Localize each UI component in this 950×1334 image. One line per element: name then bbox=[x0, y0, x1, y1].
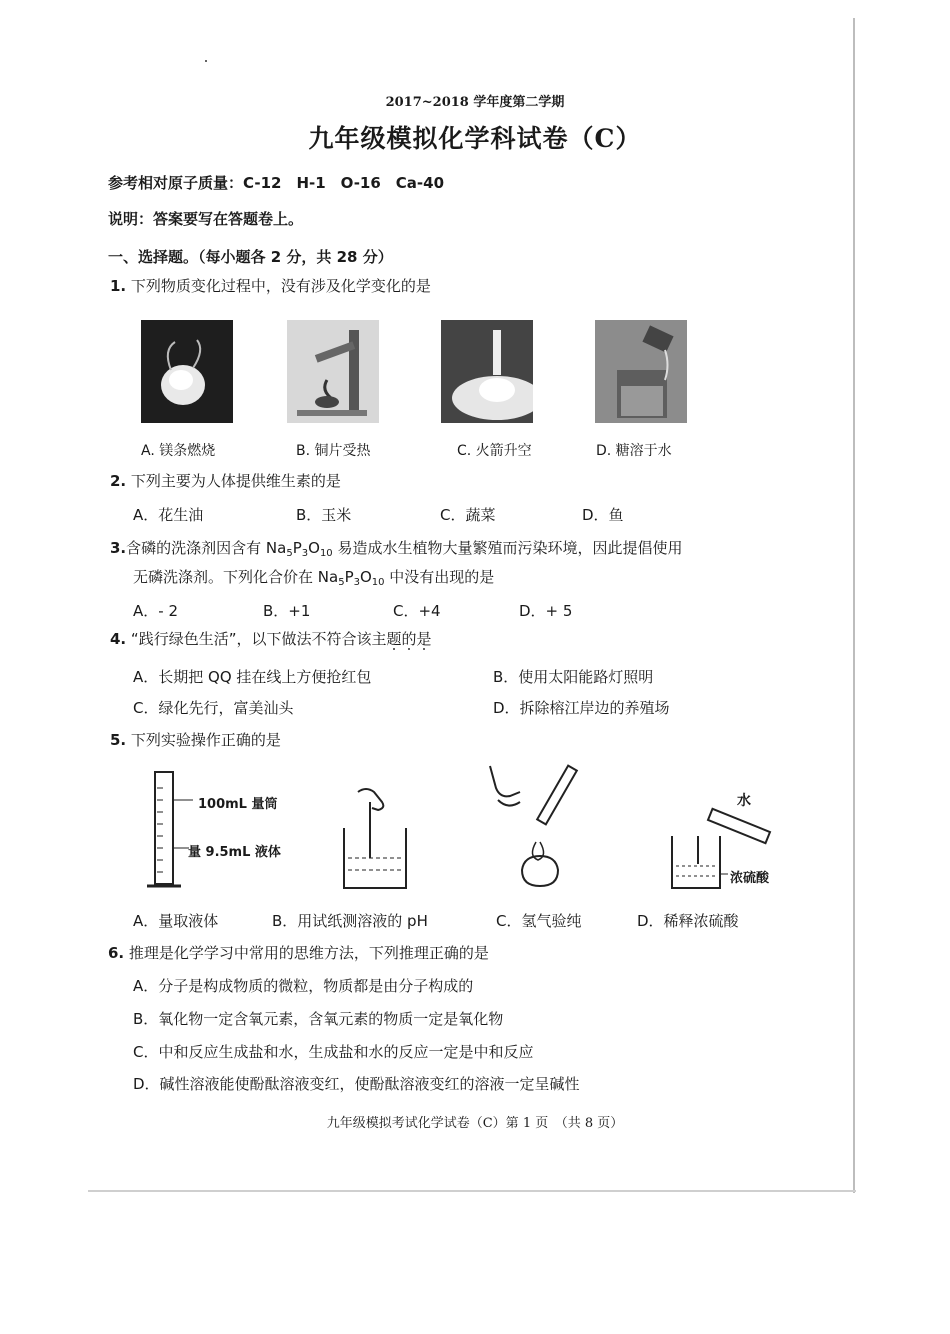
subscript: 3 bbox=[353, 577, 360, 588]
scan-speck bbox=[205, 60, 207, 62]
question-6 bbox=[108, 942, 489, 963]
question-text: 下列主要为人体提供维生素的是 bbox=[130, 472, 341, 490]
option-3-a: A．- 2 bbox=[133, 602, 178, 620]
copper-heating-photo bbox=[287, 320, 379, 423]
option-5-b: B．用试纸测溶液的 pH bbox=[272, 912, 428, 930]
page-footer: 九年级模拟考试化学试卷（C）第 1 页 （共 8 页） bbox=[326, 1116, 624, 1131]
question-text: 推理是化学学习中常用的思维方法，下列推理正确的是 bbox=[128, 944, 489, 962]
question-text-part: 含磷的洗涤剂因含有 Na bbox=[126, 539, 287, 557]
magnesium-burning-photo bbox=[141, 320, 233, 423]
exam-title: 九年级模拟化学科试卷（C） bbox=[308, 124, 642, 153]
graduated-cylinder-figure bbox=[145, 768, 185, 893]
question-number: 4. bbox=[110, 630, 127, 648]
option-3-b: B．+1 bbox=[263, 602, 311, 620]
option-1-b: B. 铜片受热 bbox=[296, 443, 371, 459]
question-text: 下列物质变化过程中，没有涉及化学变化的是 bbox=[130, 277, 431, 295]
school-year: 2017~2018 学年度第二学期 bbox=[385, 95, 565, 110]
question-number: 3. bbox=[110, 539, 127, 557]
option-1-d: D. 糖溶于水 bbox=[596, 443, 672, 459]
question-number: 1. bbox=[110, 277, 127, 295]
option-4-a: A．长期把 QQ 挂在线上方便抢红包 bbox=[133, 668, 372, 686]
option-3-c: C．+4 bbox=[393, 602, 441, 620]
question-text-part: O bbox=[359, 568, 372, 586]
option-3-d: D．+ 5 bbox=[519, 602, 573, 620]
option-6-a: A．分子是构成物质的微粒，物质都是由分子构成的 bbox=[133, 977, 474, 995]
option-5-c: C．氢气验纯 bbox=[496, 912, 582, 930]
answer-note: 说明：答案要写在答题卷上。 bbox=[108, 210, 304, 228]
subscript: 5 bbox=[338, 577, 345, 588]
emphasis-dot bbox=[423, 648, 425, 650]
sulfuric-acid-label: 浓硫酸 bbox=[730, 871, 770, 886]
question-1 bbox=[110, 275, 431, 296]
question-2 bbox=[110, 470, 341, 491]
rocket-photo-frame bbox=[441, 320, 552, 423]
atomic-mass-reference: 参考相对原子质量：C-12 H-1 O-16 Ca-40 bbox=[108, 174, 445, 192]
option-4-d: D．拆除榕江岸边的养殖场 bbox=[493, 699, 670, 717]
option-2-a: A．花生油 bbox=[133, 506, 204, 524]
ph-test-figure bbox=[338, 788, 413, 893]
emphasis-dot bbox=[408, 648, 410, 650]
subscript: 10 bbox=[319, 548, 333, 559]
question-number: 5. bbox=[110, 731, 127, 749]
option-6-d: D．碱性溶液能使酚酞溶液变红，使酚酞溶液变红的溶液一定呈碱性 bbox=[133, 1075, 580, 1093]
emphasis-dot bbox=[393, 648, 395, 650]
option-6-c: C．中和反应生成盐和水，生成盐和水的反应一定是中和反应 bbox=[133, 1043, 534, 1061]
question-text-part: P bbox=[292, 539, 302, 557]
scan-edge-bottom bbox=[88, 1190, 856, 1192]
question-3 bbox=[110, 537, 682, 559]
question-number: 6. bbox=[108, 944, 125, 962]
cylinder-label-bottom: 量 9.5mL 液体 bbox=[188, 845, 281, 860]
option-6-b: B．氧化物一定含氧元素，含氧元素的物质一定是氧化物 bbox=[133, 1010, 504, 1028]
scan-edge-right bbox=[853, 18, 855, 1193]
question-text-part: 中没有出现的是 bbox=[384, 568, 495, 586]
question-5 bbox=[110, 729, 281, 750]
question-text: “践行绿色生活”，以下做法不符合该主题的是 bbox=[130, 630, 432, 648]
subscript: 10 bbox=[371, 577, 385, 588]
subscript: 5 bbox=[286, 548, 293, 559]
question-text-part: 易造成水生植物大量繁殖而污染环境，因此提倡使用 bbox=[332, 539, 683, 557]
option-2-c: C．蔬菜 bbox=[440, 506, 496, 524]
option-5-d: D．稀释浓硫酸 bbox=[637, 912, 739, 930]
question-number: 2. bbox=[110, 472, 127, 490]
question-3-line-2 bbox=[133, 566, 494, 588]
section-title: 一、选择题。（每小题各 2 分，共 28 分） bbox=[108, 248, 393, 266]
question-text-part: O bbox=[308, 539, 320, 557]
option-1-a: A. 镁条燃烧 bbox=[141, 443, 216, 459]
option-2-d: D．鱼 bbox=[582, 506, 624, 524]
option-4-c: C．绿化先行，富美汕头 bbox=[133, 699, 294, 717]
hydrogen-test-figure bbox=[484, 760, 594, 895]
question-text-part: 无磷洗涤剂。下列化合价在 Na bbox=[133, 568, 339, 586]
option-1-c: C. 火箭升空 bbox=[457, 443, 532, 459]
question-text-part: P bbox=[344, 568, 354, 586]
option-4-b: B．使用太阳能路灯照明 bbox=[493, 668, 654, 686]
option-5-a: A．量取液体 bbox=[133, 912, 219, 930]
cylinder-label-top: 100mL 量筒 bbox=[198, 797, 278, 812]
subscript: 3 bbox=[301, 548, 309, 559]
water-label: 水 bbox=[737, 793, 751, 809]
question-text: 下列实验操作正确的是 bbox=[130, 731, 281, 749]
sugar-dissolving-photo bbox=[595, 320, 687, 423]
question-4 bbox=[110, 628, 431, 649]
option-2-b: B．玉米 bbox=[296, 506, 352, 524]
